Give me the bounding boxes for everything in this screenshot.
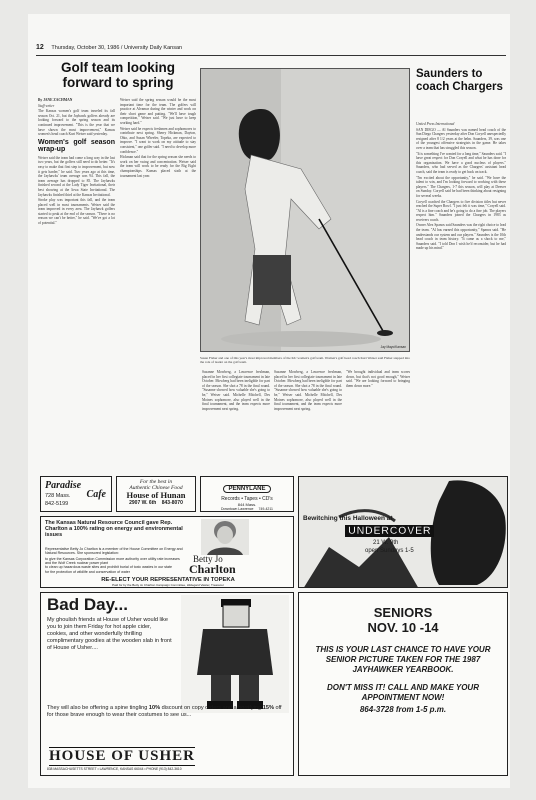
golf-subhead: Women's golf season wrap-up bbox=[38, 138, 115, 154]
frankenstein-illustration bbox=[181, 595, 289, 713]
undercover-name: UNDERCOVER bbox=[345, 525, 434, 537]
golf-paragraph-8: "We brought individual and team scores down, but that's not good enough," Weiser said. "We are looking forward to bringing them down more." bbox=[346, 370, 410, 388]
usher-copy-discount: 10% bbox=[148, 705, 161, 711]
golf-column-3 bbox=[202, 370, 270, 470]
golf-paragraph-2: Weiser said the team had come a long way in the last two years, but the golfers still need to do better. "It's easy to make that first step to improvement, but now it gets harder," he said. Two years ago at this time, the Jayhawks' team average was 94. This fall, the team average has dropped to 85. The Jayhawks finished second at the Lady Tiger Invitational, their best showing at the Iowa State Invitational. The Jayhawks finished third at the Kansas Invitational. bbox=[38, 155, 115, 197]
hunan-phone: 843-8070 bbox=[161, 500, 183, 506]
charlton-bullet-1: to give the Kansas Corporation Commission more authority over utility rate increases and the Wolf Creek nuclear power plant bbox=[45, 557, 180, 566]
charlton-name-2: Charlton bbox=[189, 562, 236, 576]
pennylane-name: PENNYLANE bbox=[223, 485, 270, 493]
saunders-headline-box bbox=[416, 68, 508, 120]
undercover-hours: open Sundays 1-5 bbox=[365, 548, 414, 554]
golf-column-2 bbox=[120, 98, 196, 470]
charlton-bullet-2: to clean up hazardous waste sites and prohibit burial of toxic wastes in our state bbox=[45, 565, 173, 570]
photo-credit: Jay Mayo/Kansan bbox=[380, 345, 406, 349]
saunders-paragraph-4: Coryell coached the Chargers to five division titles but never reached the Super Bowl. "I just felt it was time," Coryell said. "Al is a fine coach and he's going to do a fine job. The players respect him." Saunders joined the Chargers in 1983 as receivers coach. bbox=[416, 199, 506, 222]
usher-offer bbox=[47, 705, 287, 719]
golf-paragraph-1: The Kansas women's golf team traveled its fall season Oct. 21, but the Jayhawk golfers already are looking forward to the spring season and its continued improvement. "This is the year that we have shown the most improvement," Kansas women's head coach Kurt Weiser said yesterday. bbox=[38, 109, 115, 137]
saunders-headline: Saunders to coach Chargers bbox=[416, 68, 503, 93]
seniors-yearbook-ad bbox=[298, 592, 508, 776]
golf-column-4 bbox=[274, 370, 342, 470]
house-of-usher-ad bbox=[40, 592, 294, 776]
usher-costume-discount: 15% bbox=[262, 705, 274, 711]
usher-title: Bad Day... bbox=[47, 595, 128, 614]
saunders-paragraph-5: Owner Alex Spanos said Saunders was the right choice to lead the team. "Al has earned this opportunity," Spanos said. "He understands our system and our players." Saunders is the 10th head coach in team history. "It came as a shock to me," Saunders said. "I told Don I wish he'd reconsider, but he had made up his mind." bbox=[416, 223, 506, 251]
paradise-cafe-ad bbox=[40, 476, 112, 512]
golf-byline-role: Staff writer bbox=[38, 103, 55, 108]
usher-logo: HOUSE OF USHER bbox=[49, 748, 195, 764]
saunders-paragraph-3: "I'm excited about the opportunity," he said. "We have the talent to win, and I'm looking forward to working with these players." The Chargers, 1-7 this season, will play at Denver on Sunday. Coryell said he had been thinking about resigning for several weeks. bbox=[416, 175, 506, 198]
usher-body: My ghoulish friends at House of Usher would like you to join them Friday for hot apple cider, cookies, and other wonderfully thrilling complimentary goodies at the wooden slab in front of House of Usher.... bbox=[47, 617, 172, 651]
usher-footer: 838 MASSACHUSETTS STREET • LAWRENCE, KANSAS 66044 • PHONE (913) 842-3610 bbox=[47, 767, 182, 771]
golf-headline: Golf team looking forward to spring bbox=[60, 60, 175, 90]
golf-column-5 bbox=[346, 370, 410, 470]
undercover-pre: Bewitching this Halloween at bbox=[303, 515, 393, 522]
golf-paragraph-7: Susanne Mowberg, a Lawrence freshman, placed in her first collegiate tournament in late October. Mowberg had been ineligible for part of the season. She shot a 78 in the final round. "Susanne showed how valuable she's going to be," Weiser said. Michelle Mitchell, Des Moines sophomore, also played well in the final tournament, and the team expects more improvement next spring. bbox=[202, 370, 270, 411]
photo-caption: Susan Fisher and one of this year's most improved members of the KU women's golf team. Women's golf head coach Kurt Weiser said Fisher stepped into the role of leader on the golf team. bbox=[200, 356, 410, 364]
saunders-paragraph-2: "It is something I've wanted for a long time," Saunders said. "I have great respect for Don Coryell and what he has done for this organization. We have a good nucleus of players." Saunders, who had served as the Chargers' assistant head coach, said the team is ready to get back on track. bbox=[416, 151, 506, 174]
charlton-paid-notice: Paid for by the Betty Jo Charlton Campaign Committee, Hildegard Vawter, Treasurer bbox=[112, 583, 224, 587]
seniors-message: THIS IS YOUR LAST CHANCE TO HAVE YOUR SENIOR PICTURE TAKEN FOR THE 1987 JAYHAWKER YEARBOOK. bbox=[315, 645, 491, 674]
house-of-hunan-ad bbox=[116, 476, 196, 512]
golf-column-1 bbox=[38, 98, 115, 470]
pennylane-ad bbox=[200, 476, 294, 512]
paradise-name: Paradise bbox=[45, 480, 82, 491]
pennylane-phone: 749-4211 bbox=[258, 507, 274, 511]
charlton-bullet-3: for the protection of wildlife and conservation of water bbox=[45, 569, 130, 574]
hunan-name: House of Hunan bbox=[126, 490, 186, 500]
undercover-ad bbox=[298, 476, 508, 588]
usher-offer-b: discount on copy orders and a horrifying bbox=[160, 705, 263, 711]
charlton-header: The Kansas Natural Resource Council gave Rep. Charlton a 100% rating on energy and environmental issues bbox=[45, 520, 183, 539]
pennylane-address: 844 Mass. bbox=[237, 502, 257, 507]
golf-headline-box bbox=[38, 60, 198, 94]
pennylane-line-1: Records • Tapes • CD's bbox=[221, 496, 273, 502]
golf-paragraph-4: Weiser said the spring season would be the most important time for the team. The golfers will practice at Alvamar during the winter and work on their short game and putting. "We'll have tough competition," Weiser said. "We just have to keep working hard." bbox=[120, 98, 196, 125]
seniors-phone: 864-3728 from 1-5 p.m. bbox=[359, 705, 447, 714]
golf-paragraph-3: Stroke play was important this fall, and the team placed well in most tournaments. Weiser said the team improved in every area. The Jayhawk golfers started to peak at the end of the season. "There is no reason we can't be better," he said. "We've got a lot of potential." bbox=[38, 198, 115, 226]
hunan-address: 2907 W. 6th bbox=[129, 500, 157, 506]
golf-paragraph-5: Weiser said he expects freshmen and sophomores to contribute next spring. Sherry Hickman, Dayton, Ohio, and Susan Wheeler, Topeka, are expected to improve. "I want to work on my attitude to stay consistent," one golfer said. "I need to develop more confidence." bbox=[120, 126, 196, 154]
charlton-intro: Representative Betty Jo Charlton is a member of the House Committee on Energy and Natural Resources. She sponsored legislation: bbox=[45, 547, 183, 556]
page-header bbox=[36, 44, 506, 56]
golfer-photo-illustration bbox=[201, 69, 410, 352]
page-date: Thursday, October 30, 1986 / University Daily Kansan bbox=[51, 45, 183, 51]
pennylane-extra: Downtown Lawrence bbox=[220, 507, 254, 511]
hunan-line-1: For the best in bbox=[139, 479, 173, 485]
charlton-ad bbox=[40, 516, 294, 588]
charlton-name-1: Betty Jo bbox=[193, 554, 223, 564]
charlton-portrait bbox=[201, 519, 249, 555]
hunan-line-2: Authentic Chinese Food bbox=[129, 485, 183, 491]
paradise-cafe-word: Cafe bbox=[86, 489, 106, 500]
golf-paragraph-6: Hickman said that for the spring season she needs to work on her swing and concentration. Weiser said the team will work to be ready for the Big Eight championships. Kansas placed sixth at the tournament last year. bbox=[120, 155, 196, 178]
charlton-bullets bbox=[45, 557, 185, 574]
golf-photo bbox=[200, 68, 410, 352]
paradise-address: 728 Mass. bbox=[45, 493, 71, 499]
usher-offer-c: off for those brave enough to wear their costumes to see us... bbox=[47, 705, 282, 718]
page-number: 12 bbox=[36, 44, 44, 51]
usher-offer-a: They will also be offering a spine tingling bbox=[47, 705, 149, 711]
seniors-dates: NOV. 10 -14 bbox=[367, 620, 439, 635]
saunders-paragraph-1: SAN DIEGO — Al Saunders was named head coach of the San Diego Chargers yesterday after Don Coryell unexpectedly resigned after 8 1/2 years at the helm. Saunders, 39, was one of the youngest offensive strategists in the game. He takes over a team that has struggled this season. bbox=[416, 127, 506, 150]
golf-paragraph-7b: Susanne Mowberg, a Lawrence freshman, placed in her first collegiate tournament in late October. Mowberg had been ineligible for part of the season. She shot a 78 in the final round. "Susanne showed how valuable she's going to be," Weiser said. Michelle Mitchell, Des Moines sophomore, also played well in the final tournament, and the team expects more improvement next spring. bbox=[274, 370, 342, 411]
saunders-wire: United Press International bbox=[416, 122, 455, 126]
seniors-title: SENIORS bbox=[373, 605, 433, 620]
undercover-address: 21 W. 9th bbox=[373, 540, 399, 546]
seniors-call: DON'T MISS IT! CALL AND MAKE YOUR APPOINTMENT NOW! bbox=[327, 683, 479, 702]
saunders-column bbox=[416, 122, 506, 470]
charlton-slogan: RE-ELECT YOUR REPRESENTATIVE IN TOPEKA bbox=[101, 577, 235, 583]
golf-byline: By JANE ZACHMAN bbox=[38, 98, 73, 102]
paradise-phone: 842-5199 bbox=[45, 501, 69, 507]
newspaper-page bbox=[28, 14, 510, 788]
